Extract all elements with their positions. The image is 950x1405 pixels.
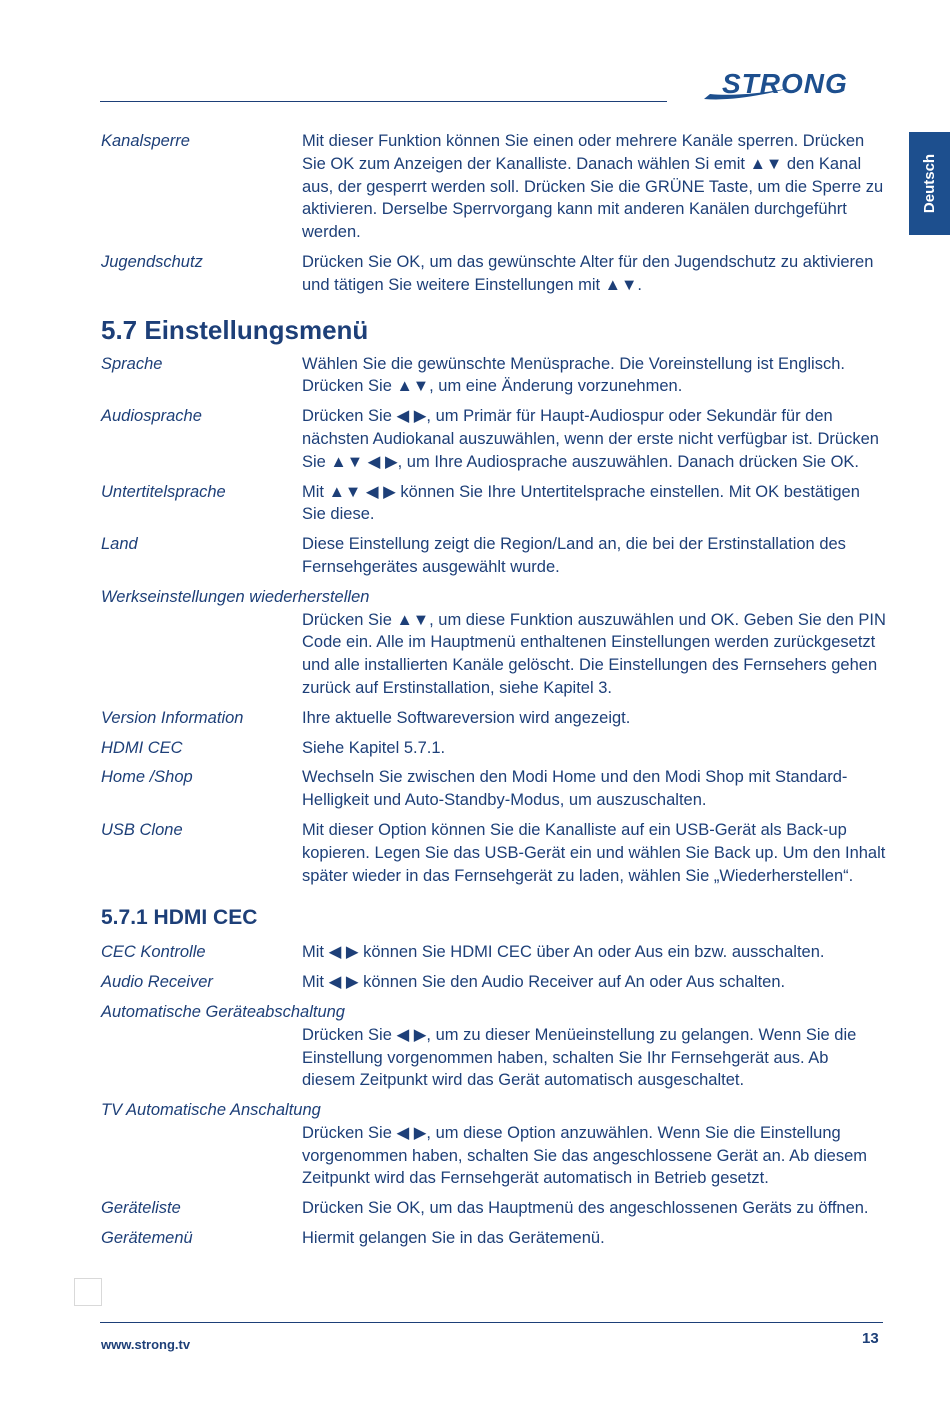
language-tab: [909, 132, 950, 235]
entry-usb-clone: [101, 819, 886, 887]
description: Mit ◀ ▶ können Sie den Audio Receiver auf An oder Aus schalten.: [302, 973, 786, 992]
page-content: [101, 130, 886, 1257]
section-heading-5-7-1: 5.7.1 HDMI CEC: [101, 906, 258, 930]
description: Drücken Sie OK, um das Hauptmenü des angeschlossenen Geräts zu öffnen.: [302, 1199, 869, 1218]
description: Drücken Sie OK, um das gewünschte Alter für den Jugendschutz zu aktivieren und tätigen Sie weitere Einstellungen mit ▲▼.: [302, 252, 874, 294]
entry-sprache: [101, 353, 886, 399]
description: Diese Einstellung zeigt die Region/Land an, die bei der Erstinstallation des Fernsehgerätes ausgewählt wurde.: [302, 535, 846, 576]
description: Drücken Sie ◀ ▶, um Primär für Haupt-Audiospur oder Sekundär für den nächsten Audiokanal auszuwählen, wenn der erste nicht verfügbar ist. Drücken Sie ▲▼ ◀ ▶, um Ihre Audiosprache auszuwählen. Danach drücken Sie OK.: [302, 407, 879, 471]
footer-url: www.strong.tv: [101, 1337, 191, 1352]
strong-logo: [700, 66, 885, 102]
term-werkseinstellungen: Werkseinstellungen wiederherstellen: [101, 587, 370, 606]
term: Sprache: [101, 354, 163, 373]
language-tab-label: Deutsch: [921, 153, 938, 214]
page-number: 13: [862, 1330, 879, 1347]
crop-mark: [74, 1278, 102, 1306]
term: Audio Receiver: [101, 973, 213, 992]
term: Home /Shop: [101, 768, 193, 787]
section-heading-5-7: 5.7 Einstellungsmenü: [101, 314, 369, 345]
term-automatische-geraeteabschaltung: Automatische Geräteabschaltung: [101, 1002, 345, 1021]
description-tv-automatische-anschaltung: Drücken Sie ◀ ▶, um diese Option anzuwählen. Wenn Sie die Einstellung vorgenommen haben, schalten Sie das angeschlossene Gerät an. Ab diesem Zeitpunkt wird das Fernsehgerät automatisch in Betrieb gesetzt.: [302, 1123, 868, 1188]
term: Kanalsperre: [101, 132, 190, 150]
description: Hiermit gelangen Sie in das Gerätemenü.: [302, 1229, 605, 1248]
entry-audio-receiver: [101, 971, 886, 994]
description: Wechseln Sie zwischen den Modi Home und den Modi Shop mit Standard-Helligkeit und Auto-Standby-Modus, um auszuschalten.: [302, 768, 848, 810]
term-tv-automatische-anschaltung: TV Automatische Anschaltung: [101, 1101, 321, 1120]
entry-version-information: [101, 707, 886, 730]
description: Wählen Sie die gewünschte Menüsprache. Die Voreinstellung ist Englisch. Drücken Sie ▲▼, um eine Änderung vorzunehmen.: [302, 354, 845, 396]
description: Mit dieser Option können Sie die Kanalliste auf ein USB-Gerät als Back-up kopieren. Legen Sie das USB-Gerät ein und wählen Sie Back up. Um den Inhalt später wieder in das Fernsehgerät zu laden, wählen Sie „Wiederherstellen“.: [302, 820, 886, 885]
description: Mit dieser Funktion können Sie einen oder mehrere Kanäle sperren. Drücken Sie OK zum Anzeigen der Kanalliste. Danach wählen Si emit ▲▼ den Kanal aus, der gesperrt werden soll. Drücken Sie die GRÜNE Taste, um die Sperre zu aktivieren. Derselbe Sperrvorgang kann mit anderen Kanälen durchgeführt werden.: [302, 132, 884, 242]
term: Geräteliste: [101, 1199, 181, 1218]
entry-cec-kontrolle: [101, 941, 886, 964]
term: Gerätemenü: [101, 1229, 193, 1248]
description: Mit ◀ ▶ können Sie HDMI CEC über An oder Aus ein bzw. ausschalten.: [302, 943, 825, 962]
brand-text: STRONG: [722, 68, 848, 99]
footer-rule: [100, 1322, 883, 1323]
term: Version Information: [101, 708, 244, 727]
term: Untertitelsprache: [101, 482, 226, 501]
description-automatische-geraeteabschaltung: Drücken Sie ◀ ▶, um zu dieser Menüeinstellung zu gelangen. Wenn Sie die Einstellung vorgenommen haben, schalten Sie Ihr Fernsehgerät aus. Ab diesem Zeitpunkt wird das Gerät automatisch ausgeschaltet.: [302, 1025, 857, 1090]
description: Mit ▲▼ ◀ ▶ können Sie Ihre Untertitelsprache einstellen. Mit OK bestätigen Sie diese.: [302, 482, 860, 524]
entry-geraeteliste: [101, 1197, 886, 1220]
term: HDMI CEC: [101, 738, 183, 757]
term: USB Clone: [101, 820, 183, 839]
header-rule: [100, 101, 667, 102]
entry-jugendschutz: [101, 251, 886, 297]
entry-audiosprache: [101, 405, 886, 473]
term: Land: [101, 535, 138, 554]
entry-kanalsperre: [101, 130, 886, 244]
description-werkseinstellungen: Drücken Sie ▲▼, um diese Funktion auszuwählen und OK. Geben Sie den PIN Code ein. Alle im Hauptmenü enthaltenen Einstellungen werden zurückgesetzt und alle installierten Kanäle gelöscht. Die Einstellungen des Fernsehers gehen zurück auf Erstinstallation, siehe Kapitel 3.: [302, 610, 886, 697]
term: CEC Kontrolle: [101, 943, 206, 962]
entry-land: [101, 533, 886, 579]
description: Siehe Kapitel 5.7.1.: [302, 738, 446, 757]
entry-untertitelsprache: [101, 481, 886, 527]
entry-geraetemenue: [101, 1227, 886, 1250]
entry-hdmi-cec: [101, 737, 886, 760]
description: Ihre aktuelle Softwareversion wird angezeigt.: [302, 708, 631, 727]
entry-home-shop: [101, 766, 886, 812]
term: Jugendschutz: [101, 252, 203, 271]
term: Audiosprache: [101, 407, 202, 426]
